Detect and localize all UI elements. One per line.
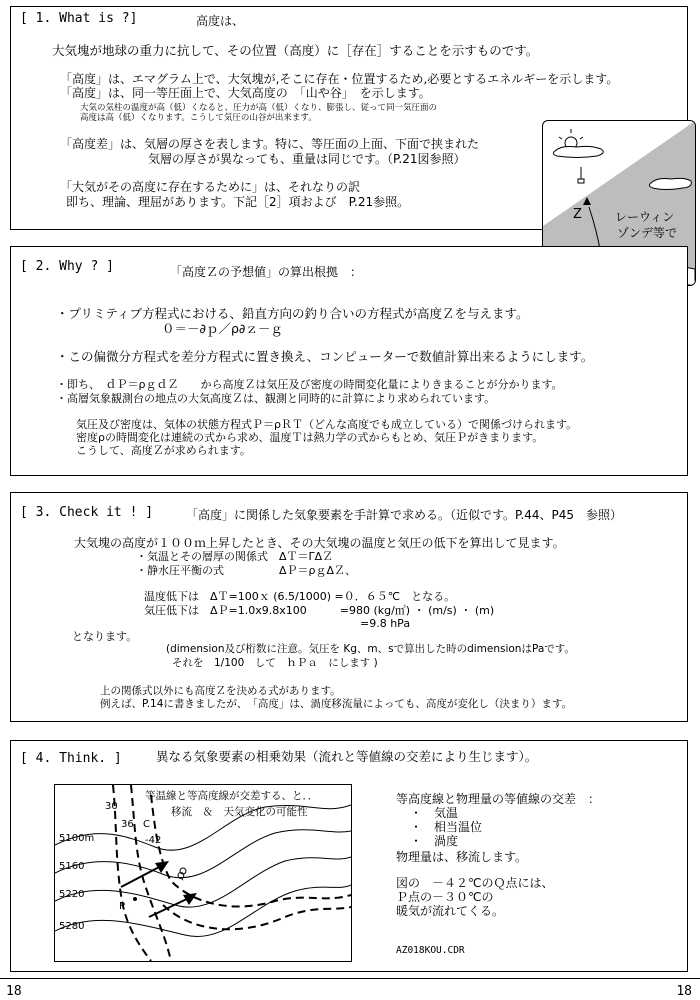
s2-line-1: ０＝－∂ｐ／ρ∂ｚ－ｇ <box>162 321 283 336</box>
section-2-heading: [ 2. Why ? ] <box>20 259 114 274</box>
s1-line-5: 「高度差」は、気層の厚さを表します。特に、等圧面の上面、下面で挟まれた <box>60 137 480 151</box>
s1-line-4: 高度は高（低）くなります。こうして気圧の山谷が出来ます。 <box>80 113 317 123</box>
s3-line-1: ・気温とその層厚の関係式 ΔＴ＝ΓΔＺ <box>136 550 334 563</box>
s3-line-8: それを 1/100 して ｈＰａ にします ) <box>172 657 378 669</box>
s4-note-4: 物理量は、移流します。 <box>396 850 528 864</box>
height-label-5100: 5100m <box>59 833 95 844</box>
advection-diagram <box>54 784 352 962</box>
height-contour-5160 <box>55 830 351 878</box>
section-4-subtitle: 異なる気象要素の相乗効果（流れと等値線の交差により生じます）。 <box>156 749 538 764</box>
page-number-left: 18 <box>6 984 22 999</box>
s1-line-1: 「高度」は、エマグラム上で、大気塊が,そこに存在・位置するため,必要とするエネルギーを示します。 <box>60 72 619 86</box>
height-contour-5220 <box>55 857 351 907</box>
wind-arrow-2 <box>149 893 197 917</box>
footer-rule <box>0 978 700 979</box>
section-3-heading: [ 3. Check it ! ] <box>20 505 154 520</box>
s1-line-3: 大気の気柱の温度が高（低）くなると、圧力が高（低）くなり、膨張し、従って同一気圧面の <box>80 103 438 113</box>
altitude-z-label: Z <box>573 207 582 222</box>
diagram-title-1: 等温線と等高度線が交差する、と．． <box>145 790 319 802</box>
diagram-title-2: 移流 ＆ 天気変化の可能性 <box>171 806 308 818</box>
s4-note-2: ・ 相当温位 <box>410 820 483 834</box>
s2-line-4: ・高層気象観測台の地点の大気高度Ｚは、観測と同時的に計算により求められています。 <box>56 392 496 405</box>
point-p-marker <box>133 897 137 901</box>
cloud-icon-2 <box>649 178 691 189</box>
s4-note-1: ・ 気温 <box>410 806 459 820</box>
height-label-5280: 5280 <box>59 921 85 932</box>
s3-line-5: =9.8 hPa <box>360 617 411 630</box>
s2-line-5: 気圧及び密度は、気体の状態方程式Ｐ＝ρＲＴ（どんな高度でも成立している）で関係づけられます。 <box>76 418 578 431</box>
isotherm-36 <box>131 785 171 961</box>
section-1-heading: [ 1. What is ?] <box>20 11 138 26</box>
height-label-5220: 5220 <box>59 889 85 900</box>
isotherm-label-42: -42 <box>145 835 162 846</box>
section-1-subtitle: 高度は、 <box>196 14 245 28</box>
isotherm-label-c: C <box>143 819 150 830</box>
s4-note-0: 等高度線と物理量の等値線の交差 ： <box>396 792 601 806</box>
s3-line-7: (dimension及び桁数に注意。気圧を Kg、m、sで算出した時のdimensionはPaです。 <box>166 643 575 655</box>
s1-line-0: 大気塊が地球の重力に抗して、その位置（高度）に［存在］することを示すものです。 <box>52 43 539 58</box>
s4-note-7: 暖気が流れてくる。 <box>396 904 505 918</box>
isotherm-lower <box>163 905 351 929</box>
s4-note-3: ・ 渦度 <box>410 834 459 848</box>
s1-line-7: 「大気がその高度に存在するために」は、それなりの訳 <box>60 180 361 194</box>
s4-note-5: 図の －４２℃のＱ点には、 <box>396 876 554 890</box>
s2-line-6: 密度ρの時間変化は連続の式から求め、温度Ｔは熱力学の式からもとめ、気圧Ｐがきまります。 <box>76 431 544 444</box>
isotherm-label-30: 30 <box>105 801 118 812</box>
s4-note-6: Ｐ点の－３０℃の <box>396 890 494 904</box>
figure-filename: AZ018KOU.CDR <box>396 945 465 956</box>
section-2-subtitle: 「高度Ｚの予想値」の算出根拠 ： <box>170 265 363 279</box>
s2-line-2: ・この偏微分方程式を差分方程式に置き換え、コンピューターで数値計算出来るようにします。 <box>56 349 594 364</box>
page-number-right: 18 <box>676 984 692 999</box>
s3-line-9: 上の関係式以外にも高度Ｚを決める式があります。 <box>100 685 341 697</box>
s3-line-0: 大気塊の高度が１００ｍ上昇したとき、その大気塊の温度と気圧の低下を算出して見ます。 <box>74 536 565 550</box>
cloud-icon-1 <box>553 146 603 157</box>
s3-line-2: ・静水圧平衡の式 ΔＰ＝ρｇΔＺ、 <box>136 564 357 577</box>
section-4-heading: [ 4. Think. ] <box>20 751 122 766</box>
radiosonde-label-1: レーウィン <box>615 210 675 224</box>
point-q-label: Q <box>177 871 185 882</box>
s1-line-6: 気層の厚さが異なっても、重量は同じです。（P.21図参照） <box>148 152 466 166</box>
s2-line-7: こうして、高度Ｚが求められます。 <box>76 444 251 457</box>
height-contour-5280 <box>55 885 351 937</box>
height-label-5160: 5160 <box>59 861 85 872</box>
radiosonde-label-2: ゾンデ等で <box>617 226 678 240</box>
s1-line-8: 即ち、理論、理屈があります。下記［2］項および P.21参照。 <box>66 195 410 209</box>
s3-line-3: 温度低下は ΔＴ=100ｘ (6.5/1000) =０．６５℃ となる。 <box>144 590 456 603</box>
s1-line-2: 「高度」は、同一等圧面上で、大気高度の 「山や谷」 を示します。 <box>60 86 431 100</box>
section-3-subtitle: 「高度」に関係した気象要素を手計算で求める。（近似です。P.44、P45 参照） <box>186 508 623 522</box>
s3-line-10: 例えば、P.14に書きましたが、 「高度」は、渦度移流量によっても、高度が変化し（決まり）ます。 <box>100 698 573 710</box>
s2-line-3: ・即ち、 ｄＰ＝ρｇｄＺ から高度Ｚは気圧及び密度の時間変化量によりきまることが分かります。 <box>56 378 563 391</box>
s3-line-4: 気圧低下は ΔＰ=1.0x9.8x100 =980 (kg/㎥) ・ (m/s) ・ (m) <box>144 604 495 617</box>
isotherm-30 <box>113 785 151 961</box>
point-p-label: P <box>119 901 126 912</box>
sun-icon <box>559 129 583 149</box>
s3-line-6: となります。 <box>72 630 138 643</box>
s2-line-0: ・プリミティブ方程式における、鉛直方向の釣り合いの方程式が高度Ｚを与えます。 <box>56 306 529 321</box>
isotherm-label-36: 36 <box>121 819 134 830</box>
